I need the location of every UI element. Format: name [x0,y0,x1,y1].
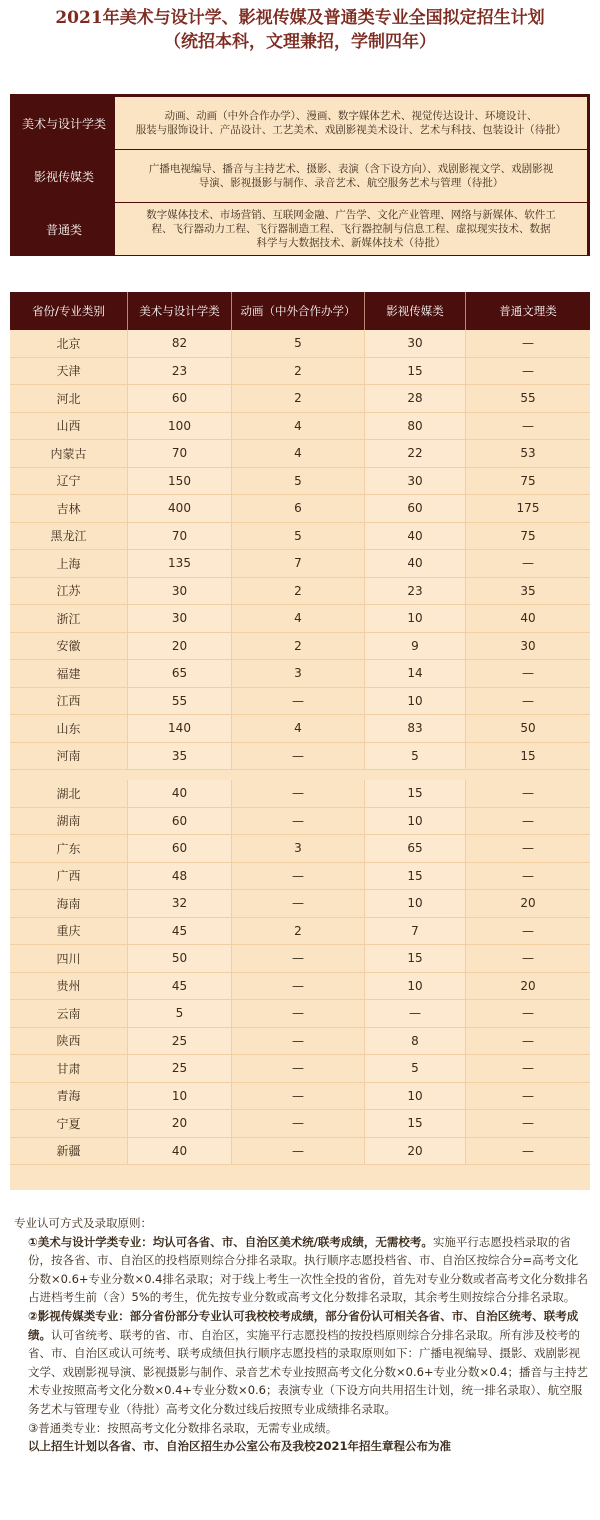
category-majors-line: 数字媒体技术、市场营销、互联网金融、广告学、文化产业管理、网络与新媒体、软件工 [146,209,556,221]
table-row [10,468,590,496]
province-cell: 上海 [10,550,128,577]
table-row [10,1028,590,1056]
table-body [10,330,590,1165]
province-cell: 贵州 [10,973,128,1000]
province-cell: 湖南 [10,808,128,835]
quota-cell: 4 [232,440,365,467]
quota-cell: 3 [232,835,365,862]
province-cell: 河南 [10,743,128,770]
province-cell: 浙江 [10,605,128,632]
quota-cell: 65 [128,660,232,687]
category-row [13,203,587,255]
quota-cell: 10 [365,973,466,1000]
quota-cell: 20 [365,1138,466,1165]
table-row [10,688,590,716]
province-cell: 广东 [10,835,128,862]
quota-cell: 10 [128,1083,232,1110]
quota-cell: — [232,780,365,807]
quota-cell: — [466,550,590,577]
quota-cell: 30 [365,468,466,495]
quota-cell: 7 [365,918,466,945]
quota-cell: 175 [466,495,590,522]
quota-cell: 25 [128,1028,232,1055]
notes-footer: 以上招生计划以各省、市、自治区招生办公室公布及我校2021年招生章程公布为准 [28,1439,452,1454]
quota-cell: 70 [128,440,232,467]
quota-cell: — [232,945,365,972]
table-row [10,808,590,836]
quota-cell: 50 [466,715,590,742]
note-general: ③普通类专业：按照高考文化分数排名录取，无需专业成绩。 [28,1420,338,1435]
quota-cell: 50 [128,945,232,972]
table-row [10,413,590,441]
quota-cell: 6 [232,495,365,522]
province-cell: 内蒙古 [10,440,128,467]
quota-cell: 30 [128,605,232,632]
quota-cell: 55 [128,688,232,715]
table-row [10,578,590,606]
quota-cell: 45 [128,918,232,945]
quota-cell: — [232,1138,365,1165]
quota-cell: — [466,835,590,862]
quota-cell: 400 [128,495,232,522]
quota-cell: — [232,1028,365,1055]
quota-cell: 25 [128,1055,232,1082]
quota-cell: 80 [365,413,466,440]
province-cell: 江苏 [10,578,128,605]
quota-cell: — [232,1083,365,1110]
table-row [10,945,590,973]
province-cell: 新疆 [10,1138,128,1165]
category-row [13,97,587,149]
note-film-media [14,1307,588,1419]
province-cell: 山东 [10,715,128,742]
table-row [10,918,590,946]
quota-cell: 53 [466,440,590,467]
quota-cell: 150 [128,468,232,495]
quota-cell: 10 [365,808,466,835]
table-row [10,835,590,863]
province-cell: 天津 [10,358,128,385]
quota-cell: — [466,1138,590,1165]
enrollment-plan-table [10,292,590,1190]
table-row [10,440,590,468]
table-row [10,1110,590,1138]
quota-cell: 4 [232,413,365,440]
column-header: 美术与设计学类 [128,292,232,330]
table-row [10,1083,590,1111]
quota-cell: 2 [232,633,365,660]
quota-cell: 15 [466,743,590,770]
quota-cell: 20 [466,973,590,1000]
quota-cell: 20 [128,633,232,660]
table-row [10,743,590,771]
province-cell: 宁夏 [10,1110,128,1137]
quota-cell: 5 [128,1000,232,1027]
quota-cell: 10 [365,688,466,715]
quota-cell: 5 [365,1055,466,1082]
title-line-1: 2021年美术与设计学、影视传媒及普通类专业全国拟定招生计划 [55,8,545,28]
quota-cell: 15 [365,780,466,807]
quota-cell: 9 [365,633,466,660]
quota-cell: — [466,945,590,972]
quota-cell: 60 [128,835,232,862]
quota-cell: — [232,808,365,835]
category-majors-line: 动画、动画（中外合作办学）、漫画、数字媒体艺术、视觉传达设计、环境设计、 [164,110,538,122]
column-header: 普通文理类 [499,304,557,318]
quota-cell: 4 [232,715,365,742]
quota-cell: 2 [232,385,365,412]
column-header: 省份/专业类别 [10,292,128,330]
table-row [10,358,590,386]
province-cell: 辽宁 [10,468,128,495]
quota-cell: 30 [466,633,590,660]
province-cell: 陕西 [10,1028,128,1055]
category-label: 影视传媒类 [13,150,115,202]
quota-cell: 7 [232,550,365,577]
note-bold: ②影视传媒类专业：部分省份部分专业认可我校校考成绩，部分省份认可相关各省、市、自治区统考、联考成绩。 [28,1308,579,1342]
quota-cell: 65 [365,835,466,862]
quota-cell: — [466,1028,590,1055]
quota-cell: 30 [365,330,466,357]
table-row [10,715,590,743]
province-cell: 海南 [10,890,128,917]
quota-cell: 4 [232,605,365,632]
quota-cell: 60 [365,495,466,522]
table-row [10,890,590,918]
province-cell: 黑龙江 [10,523,128,550]
quota-cell: 40 [365,523,466,550]
quota-cell: 100 [128,413,232,440]
quota-cell: — [466,808,590,835]
table-row [10,550,590,578]
quota-cell: — [466,1110,590,1137]
table-header [10,292,590,330]
quota-cell: 35 [128,743,232,770]
quota-cell: — [466,1055,590,1082]
quota-cell: 23 [128,358,232,385]
quota-cell: 2 [232,358,365,385]
quota-cell: 5 [232,523,365,550]
table-row [10,330,590,358]
province-cell: 安徽 [10,633,128,660]
category-majors [115,97,587,149]
province-cell: 北京 [10,330,128,357]
category-majors-line: 服装与服饰设计、产品设计、工艺美术、戏剧影视美术设计、艺术与科技、包装设计（待批） [135,124,567,136]
quota-cell: — [466,413,590,440]
quota-cell: — [365,1000,466,1027]
quota-cell: 82 [128,330,232,357]
quota-cell: — [466,1000,590,1027]
page-title [0,6,600,54]
quota-cell: — [232,1055,365,1082]
province-cell: 山西 [10,413,128,440]
quota-cell: 83 [365,715,466,742]
quota-cell: 28 [365,385,466,412]
quota-cell: — [466,780,590,807]
quota-cell: 2 [232,918,365,945]
category-majors [115,203,587,255]
quota-cell: 10 [365,1083,466,1110]
category-majors-line: 程、飞行器动力工程、飞行器制造工程、飞行器控制与信息工程、虚拟现实技术、数据 [151,223,551,235]
province-cell: 湖北 [10,780,128,807]
quota-cell: 20 [128,1110,232,1137]
quota-cell: 2 [232,578,365,605]
table-row [10,780,590,808]
table-row [10,863,590,891]
quota-cell: 140 [128,715,232,742]
quota-cell: 70 [128,523,232,550]
admission-notes [14,1214,588,1456]
quota-cell: — [466,660,590,687]
quota-cell: 55 [466,385,590,412]
column-header: 影视传媒类 [365,292,466,330]
quota-cell: 5 [232,330,365,357]
category-majors-line: 导演、影视摄影与制作、录音艺术、航空服务艺术与管理（待批） [198,177,504,189]
quota-cell: 40 [466,605,590,632]
category-label: 美术与设计学类 [13,97,115,149]
quota-cell: — [232,973,365,1000]
table-row [10,1000,590,1028]
quota-cell: — [232,1000,365,1027]
quota-cell: — [232,1110,365,1137]
quota-cell: 40 [128,780,232,807]
province-cell: 江西 [10,688,128,715]
province-cell: 云南 [10,1000,128,1027]
note-bold: ①美术与设计学类专业：均认可各省、市、自治区美术统/联考成绩，无需校考。 [28,1234,433,1249]
quota-cell: — [232,890,365,917]
table-row [10,495,590,523]
category-majors [115,150,587,202]
province-cell: 广西 [10,863,128,890]
quota-cell: 15 [365,358,466,385]
quota-cell: 10 [365,890,466,917]
quota-cell: 75 [466,523,590,550]
table-row [10,605,590,633]
quota-cell: 60 [128,808,232,835]
category-row [13,150,587,202]
quota-cell: — [466,330,590,357]
note-text: 实施平行志愿投档录取的省份，按各省、市、自治区的投档原则综合分排名录取。执行顺序志愿投档省、市、自治区按综合分=高考文化分数×0.6+专业分数×0.4排名录取；对于线上考生一次性全投的省份，首先对专业分数或者高考文化分数排名占进档考生前（含）5%的考生，优先按专业分数或高考文化分数排名录取，其余考生则按综合分排名录取。 [28,1234,588,1305]
quota-cell: 15 [365,945,466,972]
quota-cell: 15 [365,1110,466,1137]
quota-cell: 32 [128,890,232,917]
quota-cell: 30 [128,578,232,605]
column-header: 动画（中外合作办学） [232,292,365,330]
quota-cell: 15 [365,863,466,890]
notes-heading: 专业认可方式及录取原则： [14,1216,152,1230]
category-label: 普通类 [13,203,115,255]
note-text: 认可省统考、联考的省、市、自治区，实施平行志愿投档的按投档原则综合分排名录取。所有涉及校考的省、市、自治区或认可统考、联考成绩但执行顺序志愿投档的录取原则如下：广播电视编导、摄影、戏剧影视文学、戏剧影视导演、影视摄影与制作、录音艺术专业按照高考文化分数×0.6+专业分数×0.4；播音与主持艺术专业按照高考文化分数×0.4+专业分数×0.6；表演专业（下设方向共用招生计划，统一排名录取）、航空服务艺术与管理专业（待批）高考文化分数过线后按照专业成绩排名录取。 [28,1327,588,1416]
quota-cell: — [466,918,590,945]
quota-cell: — [232,743,365,770]
table-row [10,523,590,551]
table-row [10,1055,590,1083]
quota-cell: 40 [365,550,466,577]
table-row [10,633,590,661]
quota-cell: 3 [232,660,365,687]
province-cell: 福建 [10,660,128,687]
quota-cell: — [232,863,365,890]
quota-cell: 10 [365,605,466,632]
quota-cell: 40 [128,1138,232,1165]
note-art-design [14,1233,588,1307]
quota-cell: 135 [128,550,232,577]
table-row [10,973,590,1001]
province-cell: 四川 [10,945,128,972]
quota-cell: 8 [365,1028,466,1055]
quota-cell: 45 [128,973,232,1000]
quota-cell: 22 [365,440,466,467]
quota-cell: 48 [128,863,232,890]
quota-cell: 5 [232,468,365,495]
quota-cell: — [466,863,590,890]
quota-cell: — [466,688,590,715]
quota-cell: 14 [365,660,466,687]
quota-cell: — [466,358,590,385]
category-majors-line: 广播电视编导、播音与主持艺术、摄影、表演（含下设方向）、戏剧影视文学、戏剧影视 [148,163,554,175]
quota-cell: 5 [365,743,466,770]
province-cell: 青海 [10,1083,128,1110]
quota-cell: 35 [466,578,590,605]
table-row [10,1138,590,1166]
quota-cell: 23 [365,578,466,605]
category-majors-line: 科学与大数据技术、新媒体技术（待批） [256,237,446,249]
title-line-2: （统招本科，文理兼招，学制四年） [164,32,436,52]
quota-cell: 20 [466,890,590,917]
quota-cell: — [232,688,365,715]
table-row [10,385,590,413]
table-row [10,660,590,688]
province-cell: 重庆 [10,918,128,945]
quota-cell: — [466,1083,590,1110]
table-gap [10,770,590,780]
province-cell: 河北 [10,385,128,412]
province-cell: 甘肃 [10,1055,128,1082]
category-table [10,94,590,256]
quota-cell: 60 [128,385,232,412]
province-cell: 吉林 [10,495,128,522]
quota-cell: 75 [466,468,590,495]
